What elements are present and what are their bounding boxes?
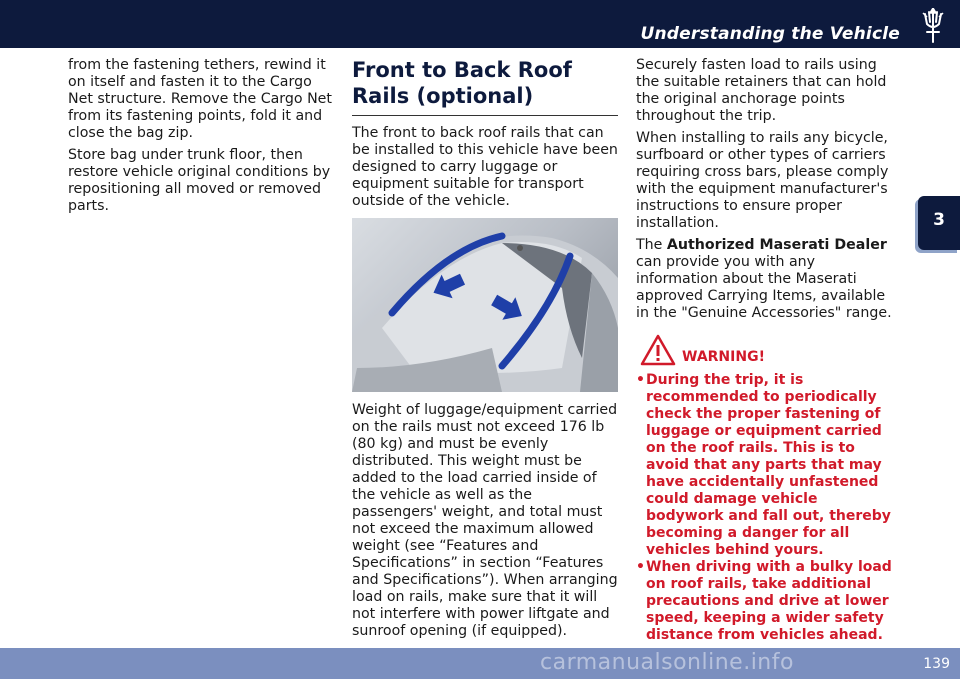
warning-title: WARNING! bbox=[682, 349, 765, 365]
warning-text: When driving with a bulky load on roof rails, take additional precautions and drive at lower speed, keeping a wider safety distance from vehicles ahead. bbox=[646, 559, 892, 643]
left-column bbox=[68, 57, 334, 220]
warning-text: During the trip, it is recommended to periodically check the proper fastening of luggage or equipment carried on the roof rails. This is to avoid that any parts that may have accidentally unfastened could damage vehicle bodywork and fall out, thereby becoming a danger for all vehicles behind yours. bbox=[646, 372, 891, 558]
watermark: carmanualsonline.info bbox=[540, 650, 794, 675]
dealer-name: Authorized Maserati Dealer bbox=[666, 237, 887, 253]
warning-item bbox=[636, 372, 898, 559]
page-number: 139 bbox=[923, 656, 950, 672]
dealer-paragraph bbox=[636, 237, 898, 322]
header-bar bbox=[0, 0, 960, 48]
car-roof-illustration bbox=[352, 218, 618, 392]
bullet: • bbox=[636, 372, 645, 388]
dealer-suffix: can provide you with any information about the Maserati approved Carrying Items, available in the "Genuine Accessories" range. bbox=[636, 254, 892, 321]
section-title: Front to Back Roof Rails (optional) bbox=[352, 57, 618, 116]
intro-paragraph: The front to back roof rails that can be installed to this vehicle have been designed to carry luggage or equipment suitable for transport outside of the vehicle. bbox=[352, 125, 618, 209]
middle-column bbox=[352, 57, 618, 645]
roof-rails-photo bbox=[352, 218, 618, 392]
paragraph: from the fastening tethers, rewind it on itself and fasten it to the Cargo Net structure. Remove the Cargo Net from its fastening points, fold it and close the bag zip. bbox=[68, 57, 332, 141]
chapter-tab[interactable] bbox=[918, 196, 960, 250]
paragraph: Store bag under trunk floor, then restore vehicle original conditions by repositioning all moved or removed parts. bbox=[68, 147, 331, 214]
trident-logo-icon bbox=[918, 8, 948, 44]
body-paragraph: Weight of luggage/equipment carried on the rails must not exceed 176 lb (80 kg) and must be evenly distributed. This weight must be added to the load carried inside of the vehicle as well as the passengers' weight, and total must not exceed the maximum allowed weight (see “Features and Specifications” in section “Features and Specifications”). When arranging load on rails, make sure that it will not interfere with power liftgate and sunroof opening (if equipped). bbox=[352, 402, 618, 639]
header-title: Understanding the Vehicle bbox=[640, 24, 900, 44]
paragraph: Securely fasten load to rails using the suitable retainers that can hold the original anchorage points throughout the trip. bbox=[636, 57, 887, 124]
chapter-number: 3 bbox=[933, 210, 945, 230]
dealer-prefix: The bbox=[636, 237, 667, 253]
warning-item bbox=[636, 559, 898, 644]
warning-triangle-icon bbox=[640, 334, 676, 366]
footer-bar bbox=[0, 648, 960, 679]
warning-list bbox=[636, 372, 898, 644]
warning-header bbox=[636, 334, 898, 366]
paragraph: When installing to rails any bicycle, surfboard or other types of carriers requiring cross bars, please comply with the equipment manufacturer's instructions to ensure proper installation. bbox=[636, 130, 889, 231]
right-column bbox=[636, 57, 898, 644]
bullet: • bbox=[636, 559, 645, 575]
